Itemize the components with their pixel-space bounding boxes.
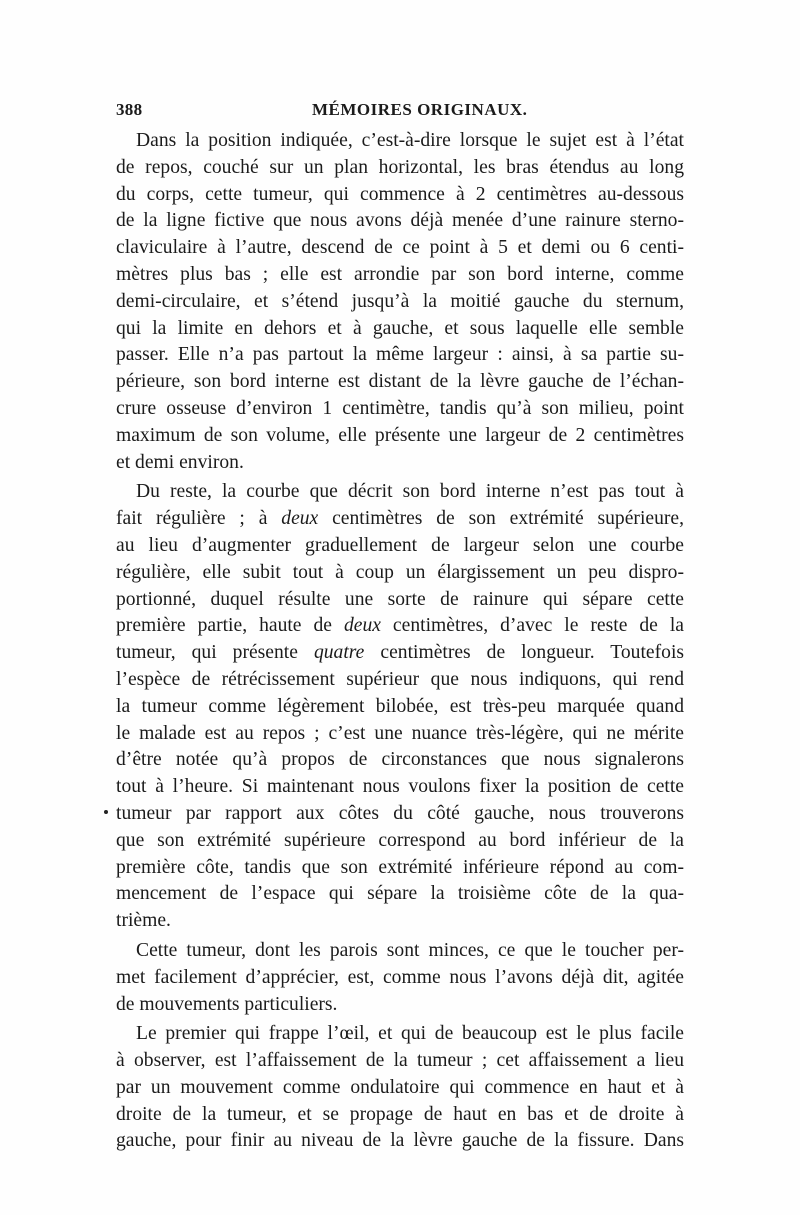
text-line: que son extrémité supérieure correspond au bord inférieur de la: [116, 829, 684, 851]
text-line: passer. Elle n’a pas partout la même largeur : ainsi, à sa partie su-: [116, 344, 684, 366]
running-head: [116, 100, 684, 124]
page-number: 388: [116, 100, 143, 119]
text-line: de repos, couché sur un plan horizontal, les bras étendus au long: [116, 156, 684, 178]
text-line: met facilement d’apprécier, est, comme nous l’avons déjà dit, agitée: [116, 966, 684, 988]
text-line: portionné, duquel résulte une sorte de rainure qui sépare cette: [116, 588, 684, 610]
body-text: [116, 128, 684, 1155]
text-line: Dans la position indiquée, c’est-à-dire lorsque le sujet est à l’état: [136, 130, 684, 151]
text-line: la tumeur comme légèrement bilobée, est très-peu marquée quand: [116, 695, 684, 717]
text-line: d’être notée qu’à propos de circonstances que nous signalerons: [116, 749, 684, 771]
text-line: mencement de l’espace qui sépare la troisième côte de la qua-: [116, 883, 684, 905]
text-line: Cette tumeur, dont les parois sont minces, ce que le toucher per-: [136, 939, 684, 961]
text-line: première côte, tandis que son extrémité inférieure répond au com-: [116, 856, 684, 878]
emphasis: deux: [343, 615, 381, 637]
text-line: par un mouvement comme ondulatoire qui commence en haut et à: [116, 1076, 684, 1098]
text-line: régulière, elle subit tout à coup un élargissement un peu dispro-: [116, 561, 684, 583]
text-line: du corps, cette tumeur, qui commence à 2 centimètres au-dessous: [116, 183, 684, 205]
text-line: [116, 613, 684, 640]
text-line: crure osseuse d’environ 1 centimètre, tandis qu’à son milieu, point: [116, 397, 684, 419]
text-line: mètres plus bas ; elle est arrondie par son bord interne, comme: [116, 263, 684, 285]
text-line: Le premier qui frappe l’œil, et qui de beaucoup est le plus facile: [136, 1023, 684, 1045]
text-line: périeure, son bord interne est distant de la lèvre gauche de l’échan-: [116, 371, 684, 393]
running-title: MÉMOIRES ORIGINAUX.: [312, 100, 528, 119]
text-line: claviculaire à l’autre, descend de ce point à 5 et demi ou 6 centi-: [116, 237, 684, 259]
text-line: tumeur par rapport aux côtes du côté gauche, nous trouverons: [116, 802, 684, 824]
text-line: demi-circulaire, et s’étend jusqu’à la moitié gauche du sternum,: [116, 290, 684, 312]
text-line: droite de la tumeur, et se propage de haut en bas et de droite à: [116, 1103, 684, 1125]
text-line: [116, 506, 684, 533]
text-line: le malade est au repos ; c’est une nuance très-légère, qui ne mérite: [116, 722, 684, 744]
text-line: gauche, pour finir au niveau de la lèvre gauche de la fissure. Dans: [116, 1130, 684, 1152]
text-line: qui la limite en dehors et à gauche, et sous laquelle elle semble: [116, 317, 684, 339]
text-line: [116, 640, 684, 667]
text-run: première partie, haute de: [116, 615, 344, 637]
text-line: trième.: [116, 910, 171, 932]
emphasis: deux: [281, 508, 319, 530]
text-line: l’espèce de rétrécissement supérieur que nous indiquons, qui rend: [116, 668, 684, 690]
text-line: à observer, est l’affaissement de la tumeur ; cet affaissement a lieu: [116, 1050, 684, 1072]
text-line: de mouvements particuliers.: [116, 993, 338, 1015]
text-line: et demi environ.: [116, 451, 244, 473]
text-run: centimètres de longueur. Toutefois: [364, 642, 684, 664]
text-run: centimètres de son extrémité supérieure,: [318, 508, 684, 530]
text-run: fait régulière ; à: [116, 508, 282, 530]
text-line: tout à l’heure. Si maintenant nous voulons fixer la position de cette: [116, 776, 684, 798]
text-run: centimètres, d’avec le reste de la: [380, 615, 684, 637]
margin-mark: [104, 810, 108, 814]
text-line: au lieu d’augmenter graduellement de largeur selon une courbe: [116, 534, 684, 556]
text-line: maximum de son volume, elle présente une largeur de 2 centimètres: [116, 424, 684, 446]
emphasis: quatre: [313, 642, 365, 664]
text-line: Du reste, la courbe que décrit son bord interne n’est pas tout à: [136, 481, 684, 503]
text-line: de la ligne fictive que nous avons déjà menée d’une rainure sterno-: [116, 210, 684, 232]
text-run: tumeur, qui présente: [116, 642, 314, 664]
